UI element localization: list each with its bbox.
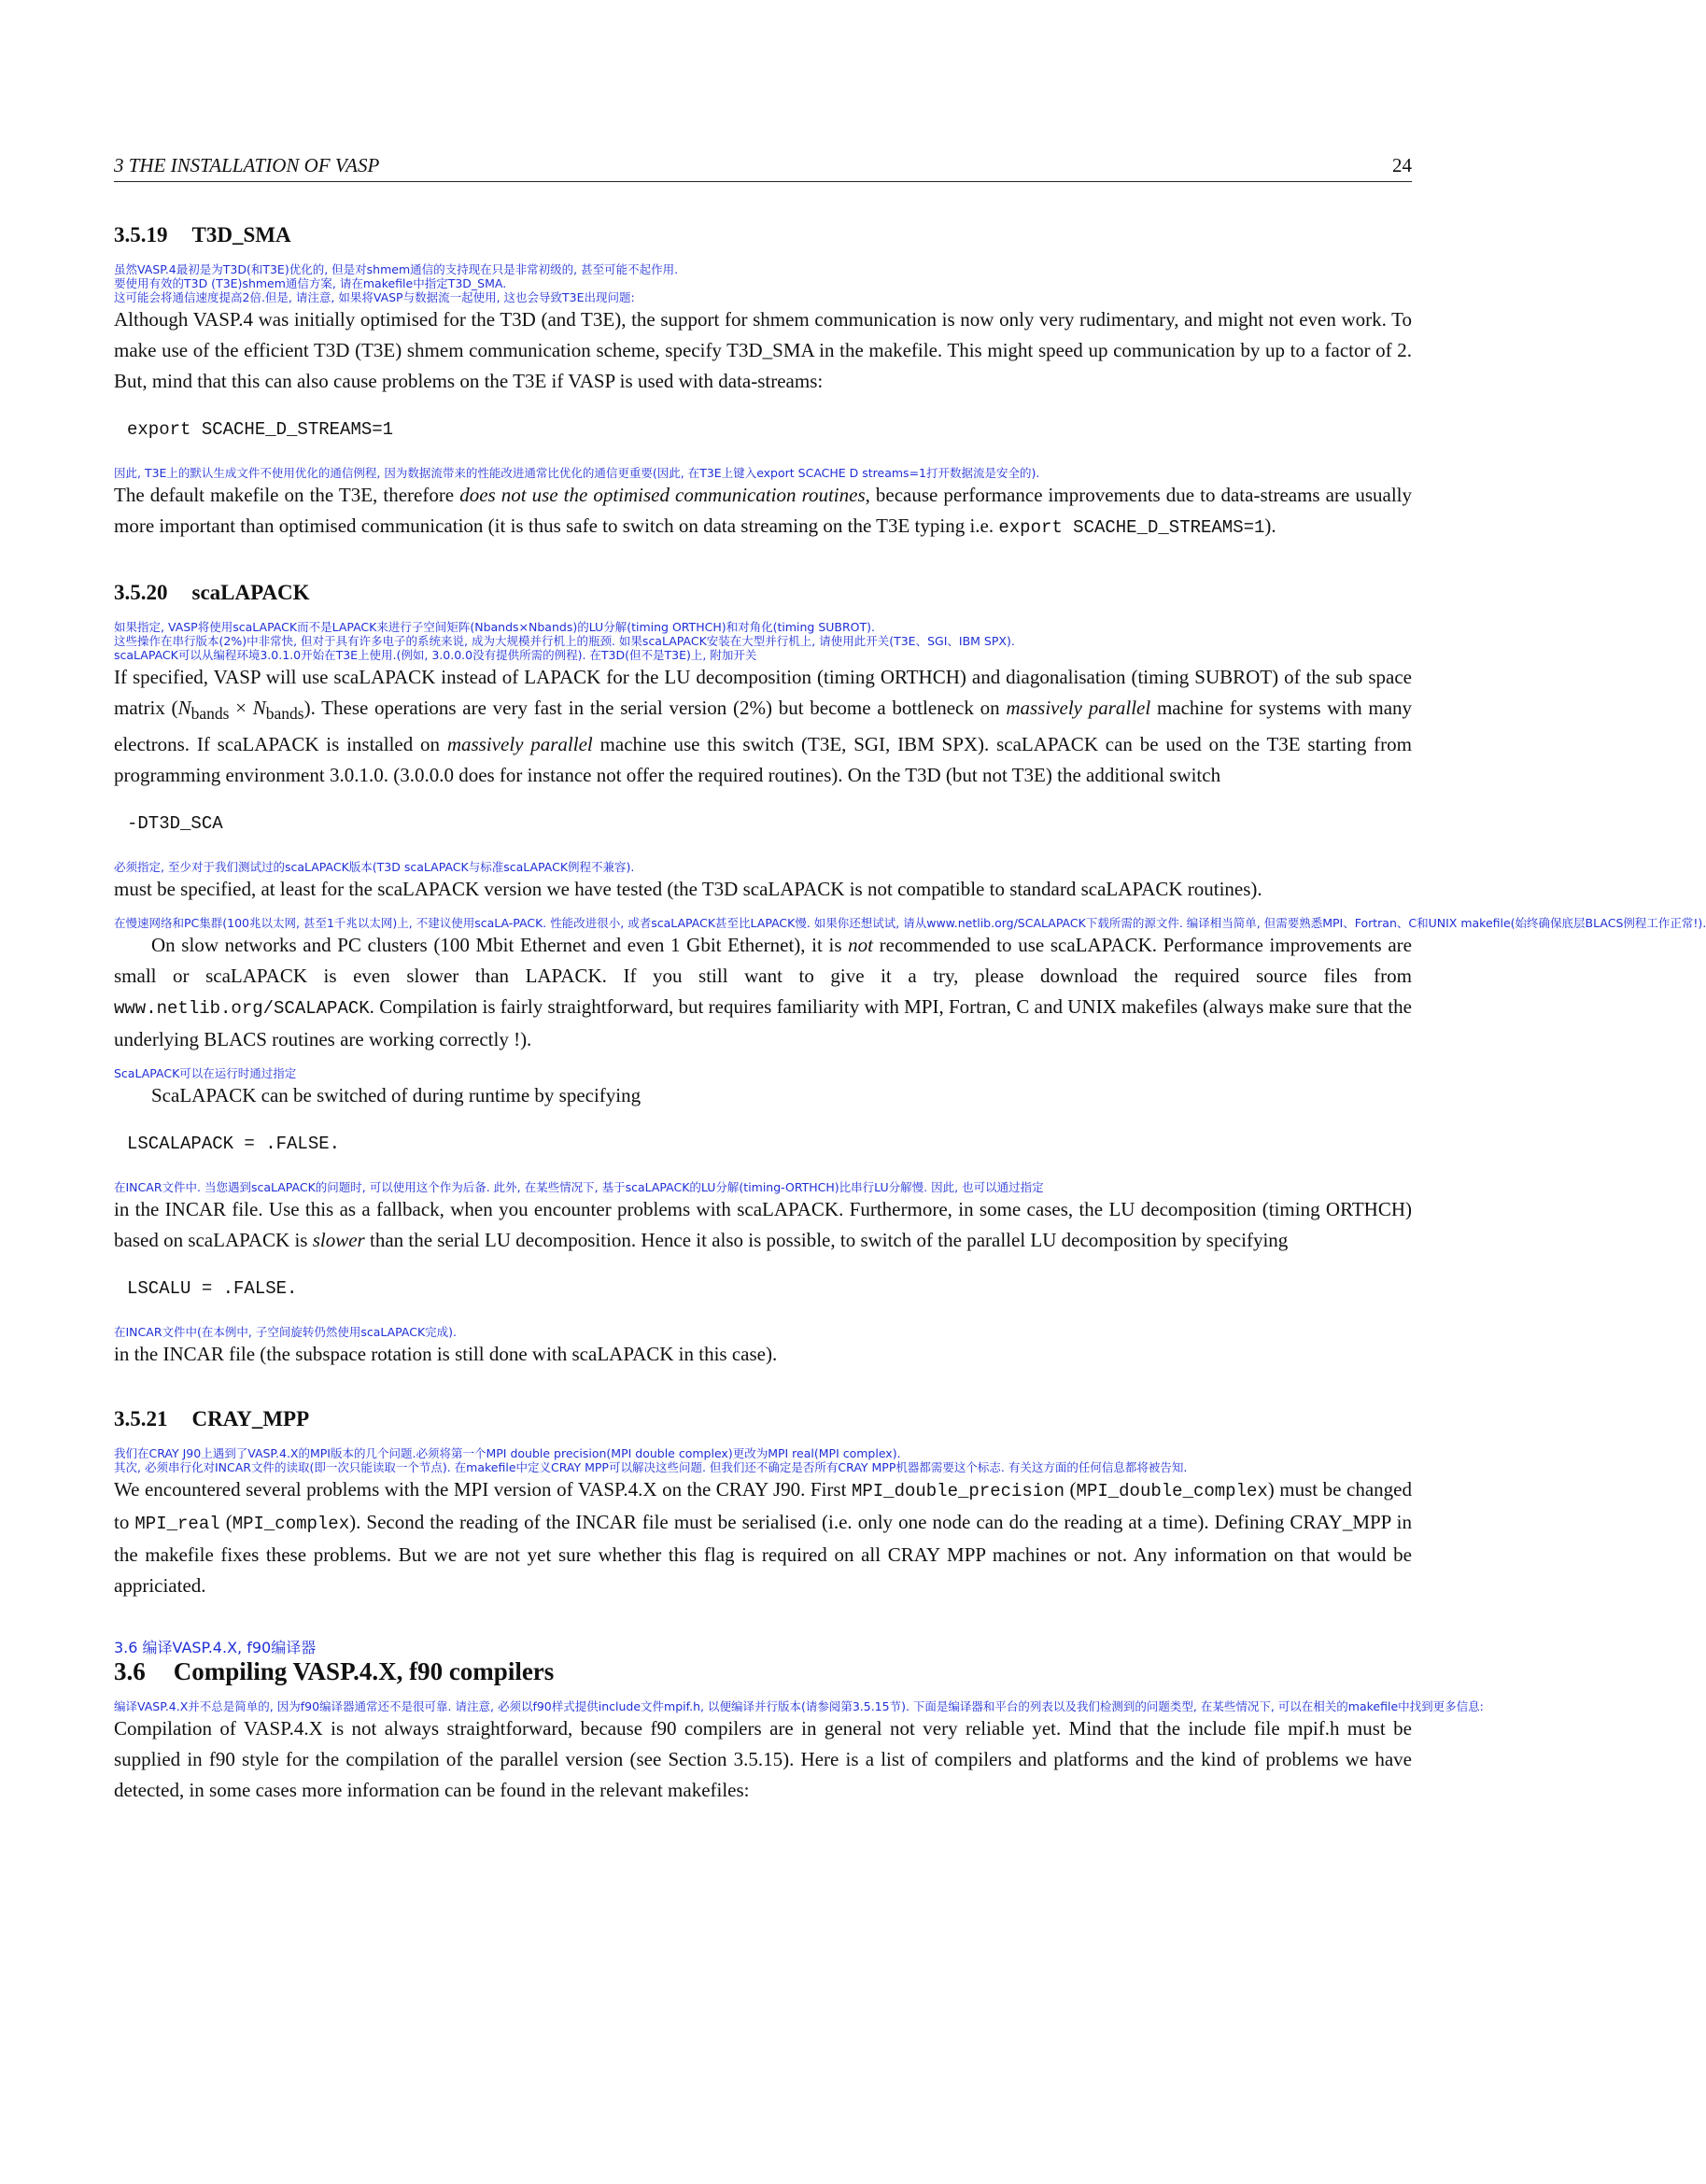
section-3-5-19 (114, 223, 1412, 543)
text-run: The default makefile on the T3E, therefore (114, 484, 460, 506)
emphasis: does not use the optimised communication routines (459, 484, 866, 506)
translation-gloss: 必须指定, 至少对于我们测试过的scaLAPACK版本(T3D scaLAPACK与标准scaLAPACK例程不兼容). (114, 860, 635, 875)
text-run: in the INCAR file. Use this as a fallback, when you encounter problems with scaLAPACK. Furthermore, in some cases, the LU decomposition (timing ORTHCH) based on scaLAPACK is (114, 1198, 1412, 1252)
paragraph (114, 662, 1412, 791)
paragraph: must be specified, at least for the scaLAPACK version we have tested (the T3D scaLAPACK is not compatible to standard scaLAPACK routines). (114, 878, 1262, 901)
text-run: machine for systems with many electrons. If scaLAPACK is installed on (114, 697, 1413, 756)
paragraph: Compilation of VASP.4.X is not always straightforward, because f90 compilers are in general not very reliable yet. Mind that the include file mpif.h must be supplied in f90 style for the compilation of the parallel version (see Section 3.5.15). Here is a list of compilers and platforms and the kind of problems we have detected, in some cases more information can be found in the relevant makefiles: (114, 1717, 1412, 1802)
section-heading (114, 581, 1412, 605)
text-run: , because performance improvements due to data-streams are usually more important than optimised communication (it is thus safe to switch on data streaming on the T3E typing i.e. (114, 484, 1412, 537)
translation-gloss: 这可能会将通信速度提高2倍.但是, 请注意, 如果将VASP与数据流一起使用, 这也会导致T3E出现问题: (114, 290, 635, 304)
inline-code: export SCACHE_D_STREAMS=1 (998, 517, 1265, 538)
code-block: LSCALAPACK = .FALSE. (127, 1134, 341, 1155)
text-run: machine use this switch (T3E, SGI, IBM SPX). scaLAPACK can be used on the T3E starting from programming environment 3.0.1.0. (3.0.0.0 does for instance not offer the required routines). On the T3D (but not T3E) the additional switch (114, 733, 1412, 787)
text-run: ). These operations are very fast in the serial version (2%) but become a bottleneck on (303, 697, 1007, 719)
section-3-5-20 (114, 581, 1706, 1370)
section-3-6 (114, 1639, 1484, 1806)
text-run: ). (1264, 514, 1276, 537)
section-number: 3.6 (114, 1657, 146, 1686)
paragraph: Although VASP.4 was initially optimised for the T3D (and T3E), the support for shmem communication is now only very rudimentary, and might not even work. To make use of the efficient T3D (T3E) shmem communication scheme, specify T3D_SMA in the makefile. This might speed up communication by up to a factor of 2. But, mind that this can also cause problems on the T3E if VASP is used with data-streams: (114, 308, 1412, 392)
translation-gloss: ScaLAPACK可以在运行时通过指定 (114, 1066, 297, 1081)
section-title: scaLAPACK (191, 581, 310, 604)
translation-gloss: 我们在CRAY J90上遇到了VASP.4.X的MPI版本的几个问题.必须将第一个MPI double precision(MPI double complex)更改为MPI real(MPI complex). (114, 1446, 901, 1461)
translation-gloss: 编译VASP.4.X并不总是简单的, 因为f90编译器通常还不是很可靠. 请注意, 必须以f90样式提供include文件mpif.h, 以便编译并行版本(请参阅第3.5.15节). 下面是编译器和平台的列表以及我们检测到的问题类型, 在某些情况下, 可以在相关的makefile中找到更多信息: (114, 1699, 1484, 1714)
section-heading (114, 223, 1412, 247)
section-number: 3.5.21 (114, 1407, 168, 1431)
text-run: recommended to use scaLAPACK. Performance improvements are small or scaLAPACK is even slower than LAPACK. If you still want to give it a try, please download the required source files from (114, 934, 1412, 988)
emphasis: massively parallel (1006, 697, 1151, 719)
section-title: Compiling VASP.4.X, f90 compilers (173, 1657, 555, 1686)
text-run: ( (1064, 1478, 1077, 1501)
text-run: ). Second the reading of the INCAR file must be serialised (i.e. only one node can do the reading at a time). Defining CRAY_MPP in the makefile fixes these problems. But we are not yet sure whether this flag is required on all CRAY MPP machines or not. Any information on that would be appriciated. (114, 1511, 1412, 1598)
text-run: . Compilation is fairly straightforward, but requires familiarity with MPI, Fortran, C and UNIX makefiles (always make sure that the underlying BLACS routines are working correctly !). (114, 995, 1412, 1051)
text-run: ( (219, 1511, 233, 1534)
section-heading (114, 1407, 1412, 1431)
inline-code: MPI_double_precision (851, 1481, 1065, 1502)
translation-gloss: 要使用有效的T3D (T3E)shmem通信方案, 请在makefile中指定T3D_SMA. (114, 276, 507, 290)
paragraph (114, 930, 1412, 1055)
paragraph (114, 1474, 1412, 1601)
translation-gloss: 虽然VASP.4最初是为T3D(和T3E)优化的, 但是对shmem通信的支持现在只是非常初级的, 甚至可能不起作用. (114, 262, 679, 276)
text-run: than the serial LU decomposition. Hence it also is possible, to switch of the parallel LU decomposition by specifying (364, 1229, 1289, 1252)
page-number: 24 (1392, 154, 1412, 176)
code-block: LSCALU = .FALSE. (127, 1278, 298, 1300)
text-run: On slow networks and PC clusters (100 Mbit Ethernet and even 1 Gbit Ethernet), it is (151, 934, 849, 957)
running-head (114, 154, 1412, 182)
math-symbol: N (177, 697, 191, 719)
page (114, 154, 1706, 1843)
inline-code: MPI_real (134, 1514, 220, 1535)
translation-gloss: 3.6 编译VASP.4.X, f90编译器 (114, 1639, 317, 1657)
section-number: 3.5.19 (114, 223, 168, 247)
section-number: 3.5.20 (114, 581, 168, 604)
inline-url: www.netlib.org/SCALAPACK (114, 998, 370, 1020)
translation-gloss: 这些操作在串行版本(2%)中非常快, 但对于具有许多电子的系统来说, 成为大规模并行机上的瓶颈. 如果scaLAPACK安装在大型并行机上, 请使用此开关(T3E、SGI、IBM SPX). (114, 634, 1015, 648)
emphasis: not (848, 934, 873, 957)
paragraph (114, 1194, 1412, 1256)
translation-gloss: 在INCAR文件中(在本例中, 子空间旋转仍然使用scaLAPACK完成). (114, 1325, 458, 1340)
math-operator: × (229, 697, 253, 719)
translation-gloss: 因此, T3E上的默认生成文件不使用优化的通信例程, 因为数据流带来的性能改进通常比优化的通信更重要(因此, 在T3E上键入export SCACHE D streams=1打开数据流是安全的). (114, 466, 1040, 480)
emphasis: massively parallel (446, 733, 593, 756)
inline-code: MPI_complex (232, 1514, 350, 1535)
section-heading (114, 1657, 1412, 1686)
text-run: If specified, VASP will use scaLAPACK instead of LAPACK for the LU decomposition (timing ORTHCH) and diagonalisation (timing SUBROT) of the sub space matrix ( (114, 666, 1412, 719)
math-subscript: bands (190, 704, 230, 724)
section-title: CRAY_MPP (191, 1407, 310, 1431)
text-run: ) must be changed to (114, 1478, 1412, 1534)
text-run: We encountered several problems with the MPI version of VASP.4.X on the CRAY J90. First (114, 1478, 852, 1501)
paragraph: ScaLAPACK can be switched of during runtime by specifying (151, 1084, 642, 1107)
math-subscript: bands (265, 704, 304, 724)
translation-gloss: 在INCAR文件中. 当您遇到scaLAPACK的问题时, 可以使用这个作为后备. 此外, 在某些情况下, 基于scaLAPACK的LU分解(timing-ORTHCH)比串行LU分解慢. 因此, 也可以通过指定 (114, 1180, 1044, 1195)
math-symbol: N (252, 697, 266, 719)
translation-gloss: scaLAPACK可以从编程环境3.0.1.0开始在T3E上使用.(例如, 3.0.0.0没有提供所需的例程). 在T3D(但不是T3E)上, 附加开关 (114, 648, 757, 662)
chapter-title: 3 THE INSTALLATION OF VASP (114, 154, 380, 176)
section-3-5-21 (114, 1407, 1412, 1601)
translation-gloss: 在慢速网络和PC集群(100兆以太网, 甚至1千兆以太网)上, 不建议使用scaLA-PACK. 性能改进很小, 或者scaLAPACK甚至比LAPACK慢. 如果你还想试试, 请从www.netlib.org/SCALAPACK下载所需的源文件. 编译相当简单, 但需要熟悉MPI、Fortran、C和UNIX makefile(始终确保底层BLACS例程工作正常!). (114, 916, 1706, 931)
inline-code: MPI_double_complex (1076, 1481, 1268, 1502)
translation-gloss: 如果指定, VASP将使用scaLAPACK而不是LAPACK来进行子空间矩阵(Nbands×Nbands)的LU分解(timing ORTHCH)和对角化(timing SUBROT). (114, 620, 875, 634)
translation-gloss: 其次, 必须串行化对INCAR文件的读取(即一次只能读取一个节点). 在makefile中定义CRAY MPP可以解决这些问题. 但我们还不确定是否所有CRAY MPP机器都需要这个标志. 有关这方面的任何信息都将被告知. (114, 1460, 1188, 1475)
code-block: -DT3D_SCA (127, 813, 223, 835)
emphasis: slower (312, 1229, 365, 1252)
section-title: T3D_SMA (191, 223, 291, 247)
paragraph (114, 480, 1412, 543)
code-block: export SCACHE_D_STREAMS=1 (127, 419, 394, 440)
paragraph: in the INCAR file (the subspace rotation is still done with scaLAPACK in this case). (114, 1343, 778, 1366)
